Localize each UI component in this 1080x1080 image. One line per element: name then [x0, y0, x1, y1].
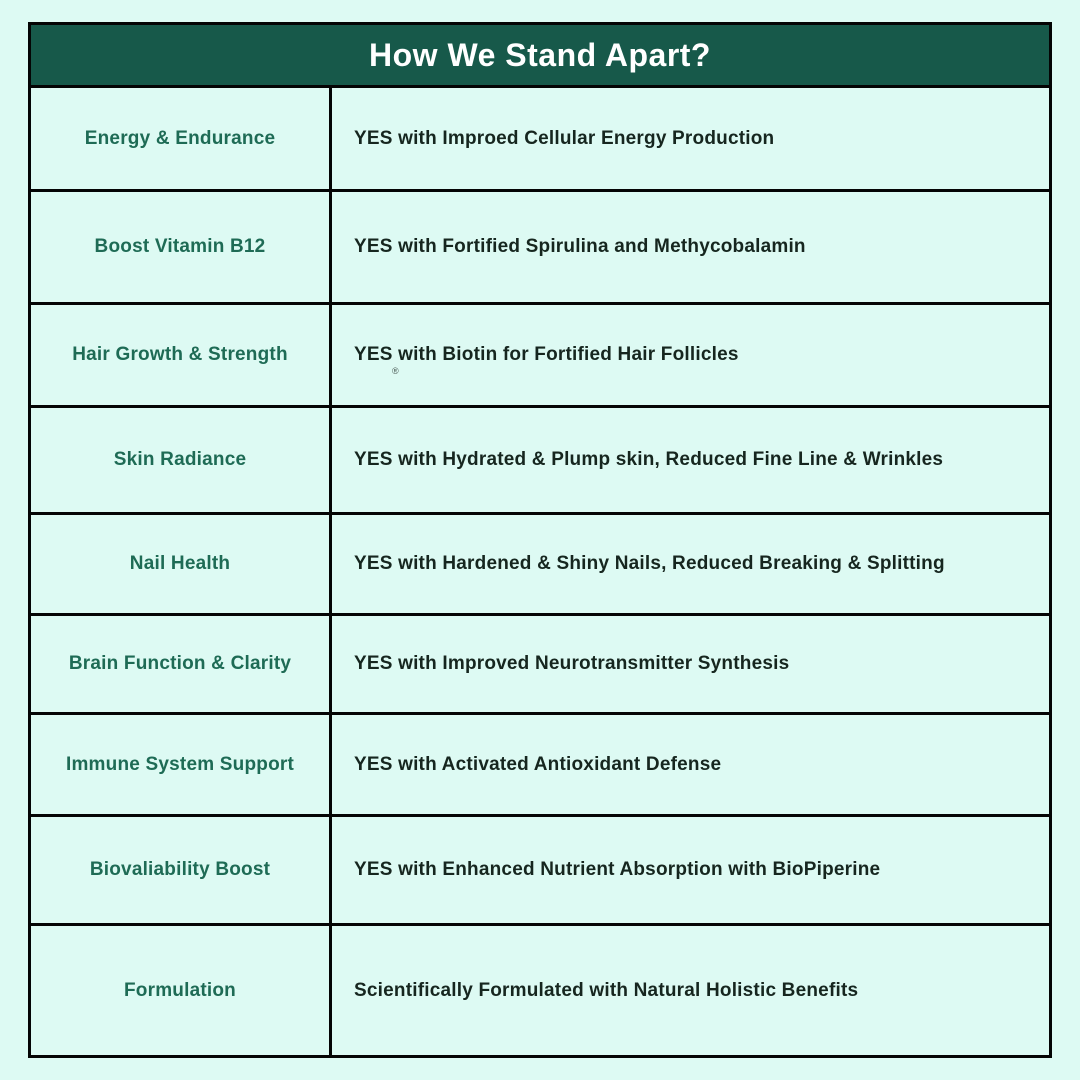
row-value-text: YES with Biotin for Fortified Hair Follicles — [354, 344, 739, 365]
table-row — [31, 302, 1049, 405]
row-label: Brain Function & Clarity — [31, 616, 332, 712]
row-value-text: YES with Activated Antioxidant Defense — [354, 753, 722, 775]
row-label: Boost Vitamin B12 — [31, 192, 332, 302]
row-value-text: YES with Enhanced Nutrient Absorption with BioPiperine — [354, 859, 881, 880]
row-value — [332, 88, 1049, 189]
table-row — [31, 814, 1049, 923]
table-row — [31, 85, 1049, 189]
row-label: Skin Radiance — [31, 408, 332, 512]
row-value-text: YES with Hydrated & Plump skin, Reduced Fine Line & Wrinkles — [354, 449, 944, 470]
table-row — [31, 923, 1049, 1055]
table-header — [31, 25, 1049, 85]
table-row — [31, 405, 1049, 512]
table-row — [31, 712, 1049, 814]
row-value-text: YES with Hardened & Shiny Nails, Reduced Breaking & Splitting — [354, 553, 945, 574]
row-label: Immune System Support — [31, 715, 332, 814]
row-value-text: YES with Improved Neurotransmitter Synthesis — [354, 653, 790, 674]
row-value — [332, 926, 1049, 1055]
row-value — [332, 192, 1049, 302]
page-title: How We Stand Apart? — [369, 36, 711, 73]
table-row — [31, 189, 1049, 302]
registered-mark: ® — [392, 366, 399, 376]
table-row — [31, 512, 1049, 613]
row-value — [332, 817, 1049, 923]
row-value-text: YES with Fortified Spirulina and Methycobalamin — [354, 236, 806, 257]
row-value — [332, 408, 1049, 512]
row-value — [332, 616, 1049, 712]
row-label: Nail Health — [31, 515, 332, 613]
row-value — [332, 715, 1049, 814]
row-label: Hair Growth & Strength — [31, 305, 332, 405]
table-row — [31, 613, 1049, 712]
row-value-text: YES with Improed Cellular Energy Production — [354, 127, 775, 149]
row-label: Energy & Endurance — [31, 88, 332, 189]
row-value — [332, 305, 1049, 405]
row-value-text: Scientifically Formulated with Natural Holistic Benefits — [354, 979, 859, 1001]
row-value — [332, 515, 1049, 613]
row-label: Biovaliability Boost — [31, 817, 332, 923]
comparison-table — [28, 22, 1052, 1058]
row-label: Formulation — [31, 926, 332, 1055]
